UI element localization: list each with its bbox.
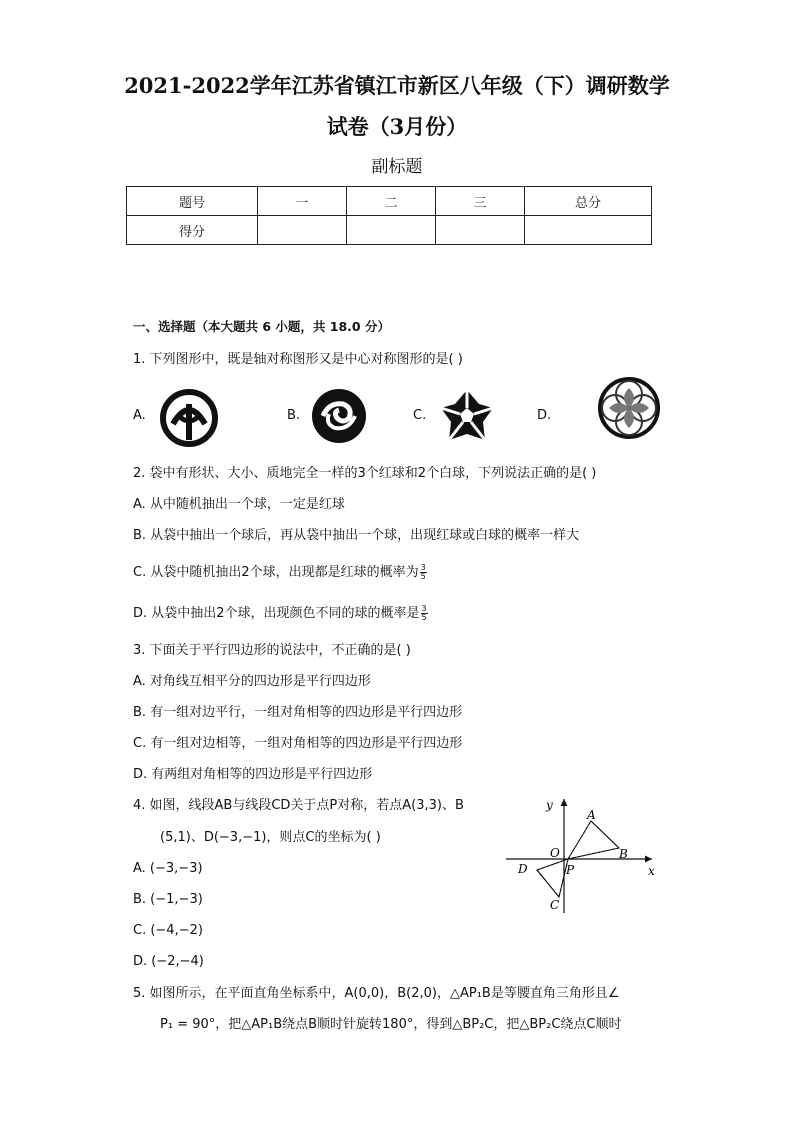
label-o: O	[550, 846, 560, 860]
fraction-numerator: 3	[420, 563, 426, 572]
score-cell: 得分	[127, 216, 258, 245]
question-3-option-b: B. 有一组对边平行，一组对角相等的四边形是平行四边形	[133, 705, 463, 720]
question-5-line2: P₁ = 90°，把△AP₁B绕点B顺时针旋转180°，得到△BP₂C，把△BP₂C绕点C顺时	[160, 1017, 622, 1032]
question-4-stem-line2: (5,1)、D(−3,−1)，则点C的坐标为( )	[160, 830, 381, 845]
label-y: y	[546, 798, 553, 812]
score-cell: 三	[436, 187, 525, 216]
label-d: D	[518, 862, 528, 876]
option-text: C. 从袋中随机抽出2个球，出现都是红球的概率为	[133, 565, 419, 580]
question-1-stem: 1. 下列图形中，既是轴对称图形又是中心对称图形的是( )	[133, 352, 463, 367]
question-2-option-a: A. 从中随机抽出一个球，一定是红球	[133, 497, 345, 512]
fraction-denominator: 5	[421, 613, 427, 622]
segment-cd	[537, 870, 559, 897]
question-3-option-a: A. 对角线互相平分的四边形是平行四边形	[133, 674, 371, 689]
question-1-options	[133, 384, 673, 454]
score-cell: 一	[258, 187, 347, 216]
question-4-option-b: B. (−1,−3)	[133, 892, 203, 907]
paper-title-line2: 试卷（3月份）	[326, 114, 468, 139]
score-cell: 总分	[525, 187, 652, 216]
label-p: P	[566, 863, 575, 877]
question-3-option-d: D. 有两组对角相等的四边形是平行四边形	[133, 767, 373, 782]
fraction	[420, 564, 427, 581]
label-x: x	[648, 864, 655, 878]
label-c: C	[550, 898, 560, 912]
fraction-numerator: 3	[421, 604, 427, 613]
option-label: A.	[133, 408, 146, 423]
fraction-denominator: 5	[420, 572, 426, 581]
option-text: D. 从袋中抽出2个球，出现颜色不同的球的概率是	[133, 606, 420, 621]
section-heading: 一、选择题（本大题共 6 小题，共 18.0 分）	[133, 319, 390, 334]
score-table	[126, 186, 652, 245]
segment-ab	[591, 821, 619, 848]
question-4-option-c: C. (−4,−2)	[133, 923, 203, 938]
score-cell	[258, 216, 347, 245]
paper-title-line1: 2021-2022学年江苏省镇江市新区八年级（下）调研数学	[124, 73, 670, 98]
option-label: B.	[287, 408, 301, 423]
question-4-option-a: A. (−3,−3)	[133, 861, 203, 876]
question-2-option-b: B. 从袋中抽出一个球后，再从袋中抽出一个球，出现红球或白球的概率一样大	[133, 528, 580, 543]
score-cell	[436, 216, 525, 245]
question-2-stem: 2. 袋中有形状、大小、质地完全一样的3个红球和2个白球，下列说法正确的是( )	[133, 466, 597, 481]
label-b: B	[619, 847, 628, 861]
question-2-option-c	[133, 564, 427, 581]
emblem-figure-d-icon	[597, 376, 661, 440]
question-4-option-d: D. (−2,−4)	[133, 954, 204, 969]
question-5-line1: 5. 如图所示，在平面直角坐标系中，A(0,0)，B(2,0)，△AP₁B是等腰直角三角形且∠	[133, 986, 620, 1001]
score-cell	[525, 216, 652, 245]
question-4-figure	[500, 795, 660, 915]
label-a: A	[587, 808, 596, 822]
score-table-score-row	[127, 216, 652, 245]
emblem-figure-a-icon	[157, 386, 221, 450]
paper-subtitle: 副标题	[371, 157, 423, 177]
question-2-option-d	[133, 605, 428, 622]
question-3-option-c: C. 有一组对边相等，一组对角相等的四边形是平行四边形	[133, 736, 463, 751]
emblem-figure-c-icon	[439, 388, 495, 444]
emblem-figure-b-icon	[309, 386, 369, 446]
option-label: C.	[413, 408, 427, 423]
score-table-header-row	[127, 187, 652, 216]
question-4-stem-line1: 4. 如图，线段AB与线段CD关于点P对称，若点A(3,3)、B	[133, 798, 464, 813]
score-cell	[347, 216, 436, 245]
score-cell: 二	[347, 187, 436, 216]
option-label: D.	[537, 408, 552, 423]
fraction	[421, 605, 428, 622]
question-3-stem: 3. 下面关于平行四边形的说法中，不正确的是( )	[133, 643, 411, 658]
dashed-pa	[568, 821, 591, 859]
score-cell: 题号	[127, 187, 258, 216]
